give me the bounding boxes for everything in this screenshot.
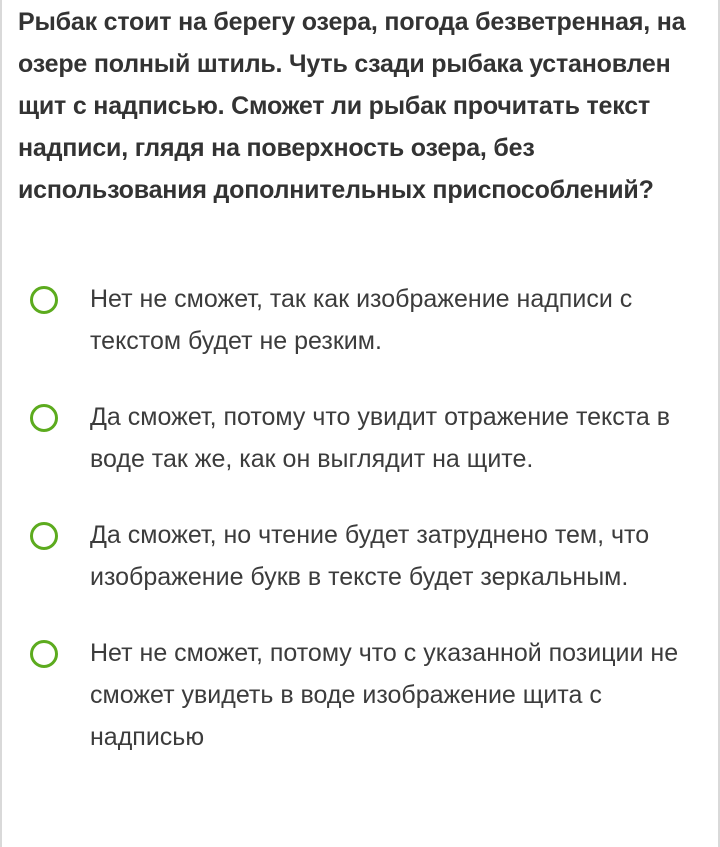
answer-option-2[interactable] — [30, 396, 706, 480]
answer-option-label: Нет не сможет, так как изображение надписи с текстом будет не резким. — [90, 285, 633, 355]
answer-option-4[interactable] — [30, 632, 706, 758]
answer-option-label: Нет не сможет, потому что с указанной позиции не сможет увидеть в воде изображение щита с надписью — [90, 639, 679, 751]
radio-button-3[interactable] — [30, 522, 58, 550]
radio-button-4[interactable] — [30, 640, 58, 668]
answer-option-1[interactable] — [30, 278, 706, 362]
answer-options — [30, 278, 706, 792]
answer-option-3[interactable] — [30, 514, 706, 598]
radio-button-1[interactable] — [30, 286, 58, 314]
left-border — [0, 0, 2, 847]
question-text: Рыбак стоит на берегу озера, погода безветренная, на озере полный штиль. Чуть сзади рыбака установлен щит с надписью. Сможет ли рыбак прочитать текст надписи, глядя на поверхность озера, без использования дополнительных приспособлений? — [18, 8, 686, 204]
radio-button-2[interactable] — [30, 404, 58, 432]
answer-option-label: Да сможет, потому что увидит отражение текста в воде так же, как он выглядит на щите. — [90, 403, 671, 473]
answer-option-label: Да сможет, но чтение будет затруднено тем, что изображение букв в тексте будет зеркальным. — [90, 521, 650, 591]
